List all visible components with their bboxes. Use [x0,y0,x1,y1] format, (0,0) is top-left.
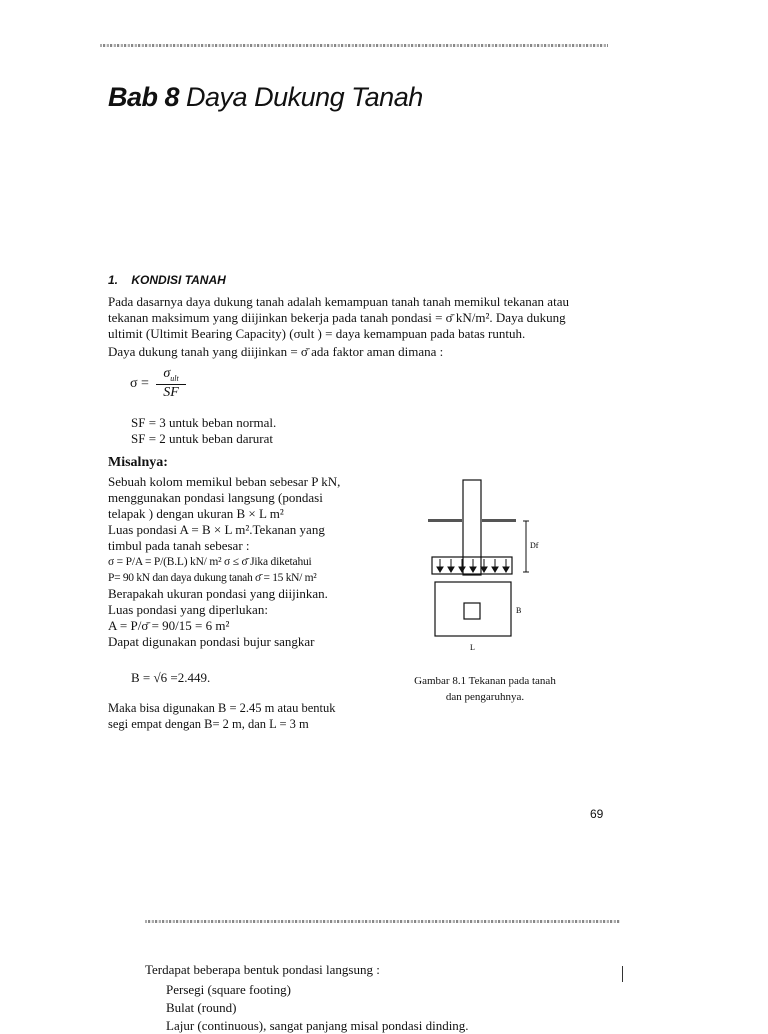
example-line: P= 90 kN dan daya dukung tanah σ̄ = 15 kN/ m² [108,572,317,584]
ground-surface-right [482,519,516,522]
next-page-list [166,982,469,1034]
foundation-figure [420,470,540,660]
pressure-arrows [437,559,509,572]
sf-line: SF = 2 untuk beban darurat [131,431,274,446]
sf-line: SF = 3 untuk beban normal. [131,415,277,430]
example-heading: Misalnya: [108,455,168,470]
df-label: Df [530,541,539,550]
example-line: timbul pada tanah sebesar : [108,538,250,553]
example-line: Luas pondasi A = B × L m².Tekanan yang [108,522,325,537]
list-item-text: Lajur (continuous), sangat panjang misal pondasi dinding. [166,1018,469,1033]
list-item [166,1018,469,1034]
page-margin-mark [622,966,623,982]
chapter-title: Daya Dukung Tanah [186,82,423,112]
example-conclusion [108,700,336,732]
plan-view-column [464,603,480,619]
formula-numerator-sub: ult [170,373,179,383]
list-item-text: Bulat (round) [166,1000,237,1015]
plan-view-footing [435,582,511,636]
chapter-number: Bab 8 [108,82,180,112]
intro-line: tekanan maksimum yang diijinkan bekerja pada tanah pondasi = σ̄ kN/m². Daya dukung [108,310,566,325]
example-line: Berapakah ukuran pondasi yang diijinkan. [108,586,328,601]
section-number: 1. [108,273,119,287]
caption-line: dan pengaruhnya. [445,691,525,703]
scan-line-top [100,44,608,47]
next-page-intro: Terdapat beberapa bentuk pondasi langsung : [145,962,380,977]
formula-fraction [156,366,186,401]
section-title: KONDISI TANAH [131,273,226,287]
footing-shape [432,557,512,574]
column-shape [463,480,481,575]
intro-line: Pada dasarnya daya dukung tanah adalah kemampuan tanah tanah memikul tekanan atau [108,294,569,309]
intro-paragraph [108,294,608,360]
example-line: Luas pondasi yang diperlukan: [108,602,268,617]
ground-surface-left [428,519,462,522]
example-line: telapak ) dengan ukuran B × L m² [108,506,284,521]
intro-line: Daya dukung tanah yang diijinkan = σ̄ ada faktor aman dimana : [108,344,444,359]
conclusion-line: segi empat dengan B= 2 m, dan L = 3 m [108,717,309,731]
example-line: Dapat digunakan pondasi bujur sangkar [108,634,315,649]
example-body [108,474,363,650]
example-line: A = P/σ̄ = 90/15 = 6 m² [108,618,230,633]
formula-lhs: σ = [130,376,149,391]
scan-line-bottom [145,920,620,923]
formula-numerator: σ [163,366,171,381]
figure-caption [380,673,590,705]
chapter-heading [108,82,423,113]
safety-factor-list [131,415,276,447]
list-item [166,982,469,998]
example-result: B = √6 =2.449. [131,670,211,685]
b-label: B [516,606,522,615]
caption-line: Gambar 8.1 Tekanan pada tanah [414,675,556,687]
l-label: L [470,643,475,652]
example-line: menggunakan pondasi langsung (pondasi [108,490,323,505]
example-line: Sebuah kolom memikul beban sebesar P kN, [108,474,341,489]
page-number: 69 [590,807,604,821]
section-heading [108,273,226,287]
list-item-text: Persegi (square footing) [166,982,291,997]
conclusion-line: Maka bisa digunakan B = 2.45 m atau bentuk [108,701,336,715]
intro-line: ultimit (Ultimit Bearing Capacity) (σult ) = daya kemampuan pada batas runtuh. [108,326,526,341]
list-item [166,1000,469,1016]
formula-denominator: SF [163,385,179,400]
example-line: σ = P/A = P/(B.L) kN/ m² σ ≤ σ̄ Jika diketahui [108,556,312,568]
